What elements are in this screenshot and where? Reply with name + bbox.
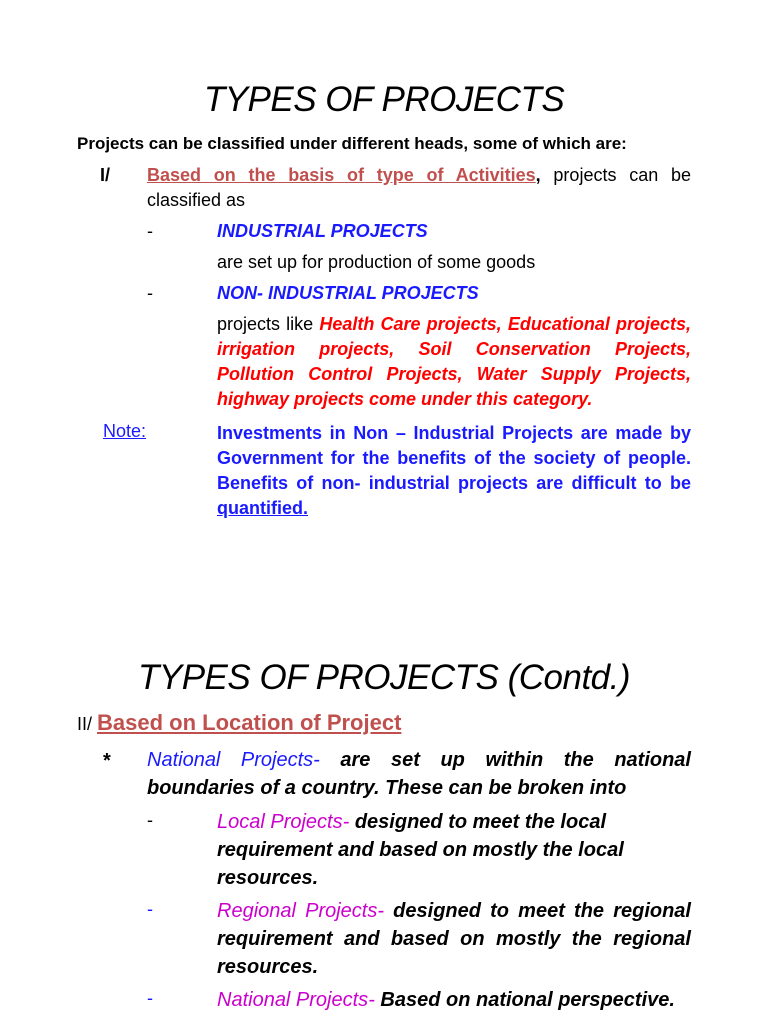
regional-projects-item [217, 897, 691, 981]
note-text [217, 421, 691, 521]
local-projects-text: designed to meet the local requirement and based on mostly the local resources. [217, 811, 624, 889]
national-projects-sub-text: Based on national perspective. [374, 989, 675, 1011]
bullet-dash: - [147, 221, 153, 241]
local-projects-label: Local Projects- [217, 811, 350, 833]
national-projects-paragraph [147, 746, 691, 802]
location-heading [77, 710, 401, 736]
basis-comma: , [535, 165, 541, 185]
note-part-4: quantified. [217, 498, 308, 518]
regional-projects-label: Regional Projects- [217, 900, 385, 922]
regional-projects-text: designed to meet the regional requirement and based on mostly the regional resources. [217, 900, 691, 978]
local-projects-item [217, 808, 691, 892]
roman-numeral-1: I/ [100, 165, 111, 185]
industrial-projects-heading: INDUSTRIAL PROJECTS [217, 221, 428, 241]
activity-basis-rest: projects can be classified as [147, 165, 691, 210]
roman-numeral-2: II/ [77, 714, 93, 734]
bullet-star: * [103, 750, 111, 772]
national-projects-text: are set up within the national boundaries of a country. These can be broken into [147, 749, 691, 799]
non-industrial-projects-heading: NON- INDUSTRIAL PROJECTS [217, 283, 479, 303]
national-projects-label: National Projects- [147, 749, 320, 771]
bullet-dash: - [147, 899, 153, 919]
location-heading-text: Based on Location of Project [97, 710, 402, 735]
bullet-dash: - [147, 283, 153, 303]
section-2-title: TYPES OF PROJECTS (Contd.) [137, 658, 631, 697]
activity-basis-paragraph [147, 163, 691, 213]
desc-prefix: projects like [217, 314, 320, 334]
note-part-3: are made by Government for the benefits of the society of people. Benefits of non- industrial projects are difficult to be [217, 423, 691, 493]
industrial-projects-desc: are set up for production of some goods [217, 252, 536, 272]
intro-text: Projects can be classified under different heads, some of which are: [77, 134, 627, 153]
national-projects-sub-label: National Projects [217, 989, 369, 1011]
note-part-1: Investments in [217, 423, 354, 443]
page-title: TYPES OF PROJECTS [203, 80, 565, 119]
note-label: Note: [103, 421, 147, 441]
note-part-2: Non – Industrial Projects [353, 423, 574, 443]
bullet-dash: - [147, 988, 153, 1008]
bullet-dash: - [147, 810, 153, 830]
non-industrial-projects-desc [217, 312, 691, 412]
activity-basis-heading: Based on the basis of type of Activities [147, 165, 536, 185]
non-industrial-examples: Health Care projects, Educational projects, irrigation projects, Soil Conservation Projects, Pollution Control Projects, Water Supply Projects, highway projects come under this category. [217, 314, 691, 409]
national-projects-sub-dash: - [368, 989, 375, 1011]
national-projects-item [217, 986, 691, 1014]
